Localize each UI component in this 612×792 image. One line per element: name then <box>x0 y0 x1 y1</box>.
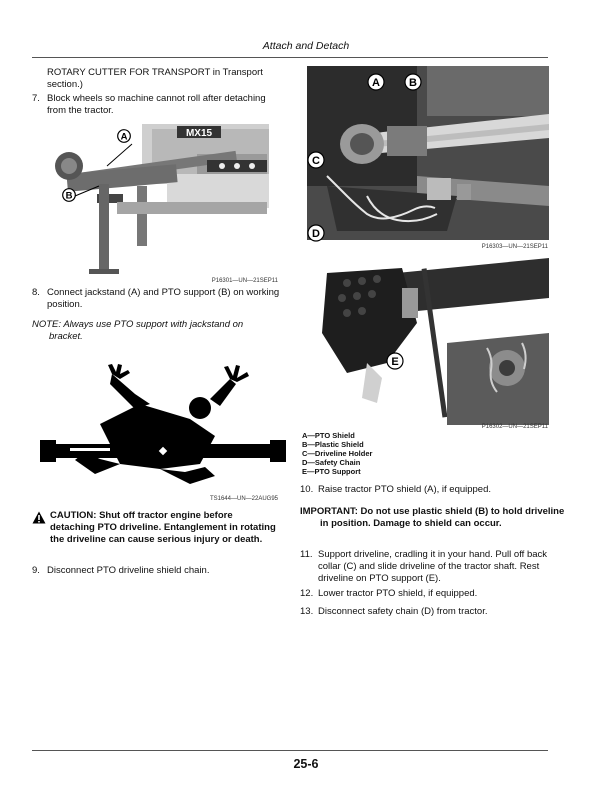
svg-text:E: E <box>391 356 399 368</box>
step-13: 13. Disconnect safety chain (D) from tractor. <box>300 606 488 617</box>
safety-fig-id: TS1644—UN—22AUG95 <box>209 496 278 502</box>
fig2-callout-b <box>404 73 422 96</box>
mx15-decal: MX15 <box>185 128 213 139</box>
step-7: 7. Block wheels so machine cannot roll after detaching from the tractor. <box>32 93 266 116</box>
fig3-id: P16302—UN—21SEP11 <box>481 424 548 430</box>
header-rule <box>32 57 548 58</box>
step-8: 8. Connect jackstand (A) and PTO support (B) on working position. <box>32 287 280 310</box>
legend-item: D—Safety Chain <box>302 458 361 467</box>
tractor-pto-photo <box>307 66 549 240</box>
svg-text:A: A <box>120 131 128 143</box>
footer-rule <box>32 750 548 751</box>
svg-text:C: C <box>312 155 320 167</box>
svg-text:D: D <box>312 228 320 240</box>
fig3-callout-e <box>386 352 404 375</box>
pto-support-illustration <box>307 253 549 425</box>
legend-item: C—Driveline Holder <box>302 449 373 458</box>
legend-item: E—PTO Support <box>302 467 361 476</box>
important-notice: IMPORTANT: Do not use plastic shield (B) to hold driveline in position. Damage to shield can occur. <box>300 506 565 529</box>
fig1-callout-a <box>117 129 131 148</box>
entanglement-hazard-icon <box>40 364 286 490</box>
running-header: Attach and Detach <box>262 40 350 52</box>
jackstand-photo <box>47 124 269 276</box>
fig2-callout-c <box>307 151 325 174</box>
caution-text: CAUTION: Shut off tractor engine before detaching PTO driveline. Entanglement in rotating the driveline can cause serious injury or death. <box>50 510 276 545</box>
fig1-id: P16301—UN—21SEP11 <box>211 278 278 284</box>
page-number: 25-6 <box>293 757 319 771</box>
step-10: 10. Raise tractor PTO shield (A), if equipped. <box>300 484 492 495</box>
step-11: 11. Support driveline, cradling it in your hand. Pull off back collar (C) and slide driveline of the tractor shaft. Rest driveline on PTO support (E). <box>300 549 548 584</box>
svg-text:A: A <box>372 77 380 89</box>
fig2-callout-d <box>307 224 325 247</box>
step-12: 12. Lower tractor PTO shield, if equipped. <box>300 588 478 599</box>
warning-triangle-icon <box>32 511 46 529</box>
fig2-id: P16303—UN—21SEP11 <box>481 244 548 250</box>
note: NOTE: Always use PTO support with jackstand on bracket. <box>32 319 244 342</box>
figure-legend <box>302 431 502 476</box>
fig1-callout-b <box>62 188 76 207</box>
tractor-pto-illustration <box>307 66 549 240</box>
intro-continuation: ROTARY CUTTER FOR TRANSPORT in Transport section.) <box>47 67 263 90</box>
jackstand-illustration <box>47 124 269 276</box>
legend-item: B—Plastic Shield <box>302 440 364 449</box>
step-9: 9. Disconnect PTO driveline shield chain. <box>32 565 210 576</box>
svg-text:B: B <box>65 190 73 202</box>
pto-support-photo <box>307 253 549 425</box>
svg-text:B: B <box>409 77 417 89</box>
legend-item: A—PTO Shield <box>302 431 355 440</box>
fig2-callout-a <box>367 73 385 96</box>
